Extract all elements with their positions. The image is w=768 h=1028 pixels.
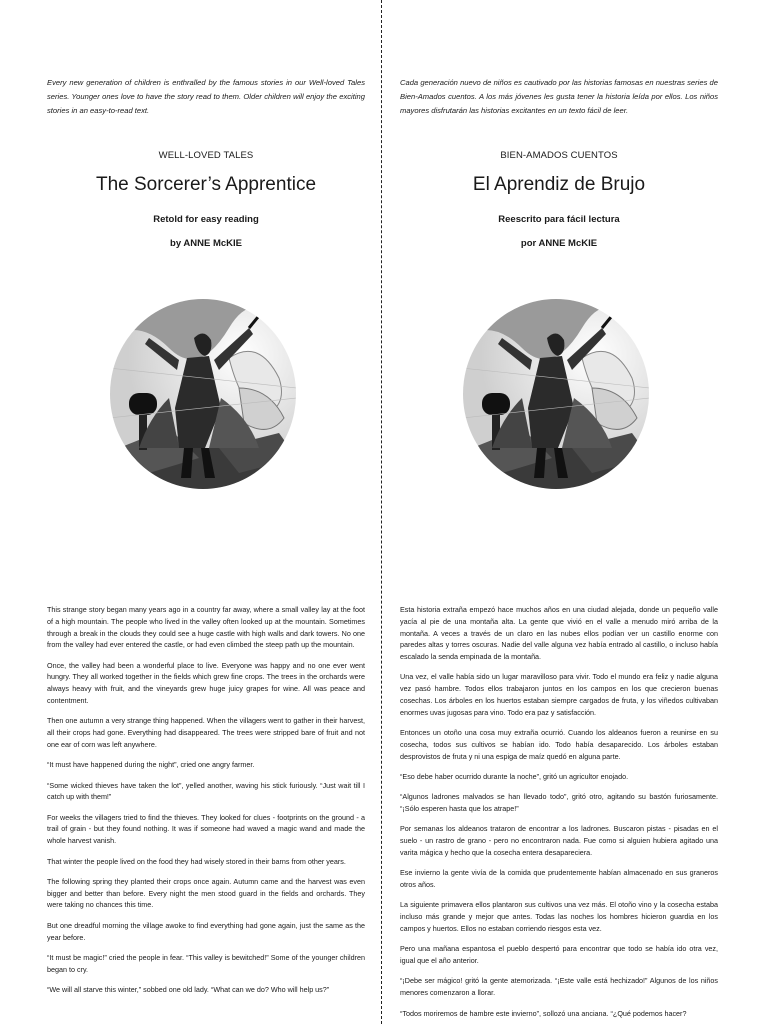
english-column bbox=[47, 0, 365, 1024]
story-paragraph: Ese invierno la gente vivía de la comida que prudentemente habían almacenado en sus graneros otros años. bbox=[400, 868, 718, 890]
story-paragraph: Una vez, el valle había sido un lugar maravilloso para vivir. Todo el mundo era feliz y nadie alguna vez pasó hambre. Todos ellos trabajaron juntos en los campos en los que crecieron buenas cosechas. Los árboles en los huertos estaban siempre cargados de fruta, y los viñedos cultivaban enormes uvas jugosas para vino. Todo era paz y satisfacción. bbox=[400, 672, 718, 717]
book-title: The Sorcerer’s Apprentice bbox=[95, 174, 317, 195]
story-text bbox=[47, 604, 365, 1004]
story-paragraph: Esta historia extraña empezó hace muchos años en una ciudad alejada, donde un pequeño valle yacía al pie de una montaña alta. La gente que vivió en el valle a menudo miró arriba de la montaña. A veces a través de un claro en las nubes ellos podían ver un castillo enorme con paredes altas y torres oscuras. Nadie del valle alguna vez había entrado al castillo, o incluso había escalado la senda empinada de la montaña. bbox=[400, 605, 718, 662]
book-title: El Aprendiz de Brujo bbox=[472, 174, 646, 195]
story-paragraph: This strange story began many years ago in a country far away, where a small valley lay at the foot of a high mountain. The people who lived in the valley often looked up at the mountain. Sometimes through a break in the clouds they could see a huge castle with high walls and dark towers. No one from the valley had ever entered the castle, or had even climbed the steep path up the mountain. bbox=[47, 605, 365, 650]
book-subtitle: Retold for easy reading bbox=[153, 214, 259, 225]
book-author: por ANNE McKIE bbox=[520, 238, 598, 249]
story-paragraph: “¡Debe ser mágico! gritó la gente atemorizada. “¡Este valle está hechizado!” Algunos de los niños menores comenzaron a llorar. bbox=[400, 976, 718, 998]
story-paragraph: Once, the valley had been a wonderful place to live. Everyone was happy and no one ever went hungry. They all worked together in the fields which grew fine crops. The trees in the orchards were always heavy with fruit, and the vineyards grew huge juicy grapes for wine. All was peace and contentment. bbox=[47, 660, 365, 706]
fold-line bbox=[381, 0, 382, 1024]
story-paragraph: The following spring they planted their crops once again. Autumn came and the harvest was even bigger and better than before. Every night the men stood guard in the fields and orchards. They were taking no chances this time. bbox=[47, 876, 365, 910]
series-name: BIEN-AMADOS CUENTOS bbox=[500, 150, 618, 161]
story-text bbox=[400, 604, 718, 1028]
book-subtitle: Reescrito para fácil lectura bbox=[498, 214, 620, 225]
book-author: by ANNE McKIE bbox=[170, 238, 242, 249]
story-paragraph: “Some wicked thieves have taken the lot”, yelled another, waving his stick furiously. “Just wait till I catch up with them!” bbox=[47, 780, 365, 802]
story-paragraph: For weeks the villagers tried to find the thieves. They looked for clues - footprints on the ground - a trail of grain - but they found nothing. It was if someone had waved a magic wand and made the whole harvest vanish. bbox=[47, 812, 365, 846]
story-paragraph: “Eso debe haber ocurrido durante la noche”, gritó un agricultor enojado. bbox=[400, 772, 629, 782]
story-paragraph: “Algunos ladrones malvados se han llevado todo”, gritó otro, agitando su bastón furiosamente. “¡Sólo esperen hasta que los atrape!” bbox=[400, 792, 718, 814]
spanish-column bbox=[400, 0, 718, 1024]
story-paragraph: But one dreadful morning the village awoke to find everything had gone again, just the same as the year before. bbox=[47, 920, 365, 942]
story-paragraph: Por semanas los aldeanos trataron de encontrar a los ladrones. Buscaron pistas - pisadas en el suelo - un rastro de grano - pero no encontraron nada. Fue como si alguien hubiera agitado una varita mágica y hecho que la cosecha entera desapareciera. bbox=[400, 824, 718, 858]
intro-text: Cada generación nuevo de niños es cautivado por las historias famosas en nuestras series de Bien-Amados cuentos. A los más jóvenes les gusta tener la historia leída por ellos. Los niños mayores disfrutarán las historias excitantes en un texto fácil de leer. bbox=[400, 78, 718, 115]
sorcerer-illustration bbox=[109, 298, 297, 490]
intro-text: Every new generation of children is enthralled by the famous stories in our Well-loved Tales series. Younger ones love to have the story read to them. Older children will enjoy the exciting stories in an easy-to-read text. bbox=[47, 78, 365, 115]
story-paragraph: Then one autumn a very strange thing happened. When the villagers went to gather in their harvest, all their crops had gone. Everything had disappeared. The trees were stripped bare of fruit and not one ear of corn was left anywhere. bbox=[47, 716, 365, 749]
series-name: WELL-LOVED TALES bbox=[158, 150, 254, 161]
story-paragraph: La siguiente primavera ellos plantaron sus cultivos una vez más. El otoño vino y la cosecha estaba incluso más grande y mejor que antes. Todas las noches los hombres hicieron guardia en los campos y huertos. Ellos no estaban corriendo riesgos esta vez. bbox=[400, 900, 718, 934]
story-paragraph: “It must have happened during the night”, cried one angry farmer. bbox=[47, 760, 255, 770]
story-paragraph: “Todos moriremos de hambre este invierno”, sollozó una anciana. “¿Qué podemos hacer? bbox=[400, 1008, 687, 1018]
story-paragraph: That winter the people lived on the food they had wisely stored in their barns from other years. bbox=[47, 856, 346, 866]
story-paragraph: Entonces un otoño una cosa muy extraña ocurrió. Cuando los aldeanos fueron a reunirse en su cosecha, todos sus cultivos se habían ido. Todo había desaparecido. Los árboles estaban desprovistos de fruta y ni una espiga de maíz quedó en alguna parte. bbox=[400, 728, 718, 761]
story-paragraph: Pero una mañana espantosa el pueblo despertó para encontrar que todo se había ido otra vez, igual que el año anterior. bbox=[400, 944, 718, 966]
story-paragraph: “We will all starve this winter,” sobbed one old lady. “What can we do? Who will help us?” bbox=[47, 984, 330, 994]
story-paragraph: “It must be magic!” cried the people in fear. “This valley is bewitched!” Some of the younger children began to cry. bbox=[47, 952, 365, 974]
sorcerer-illustration bbox=[462, 298, 650, 490]
